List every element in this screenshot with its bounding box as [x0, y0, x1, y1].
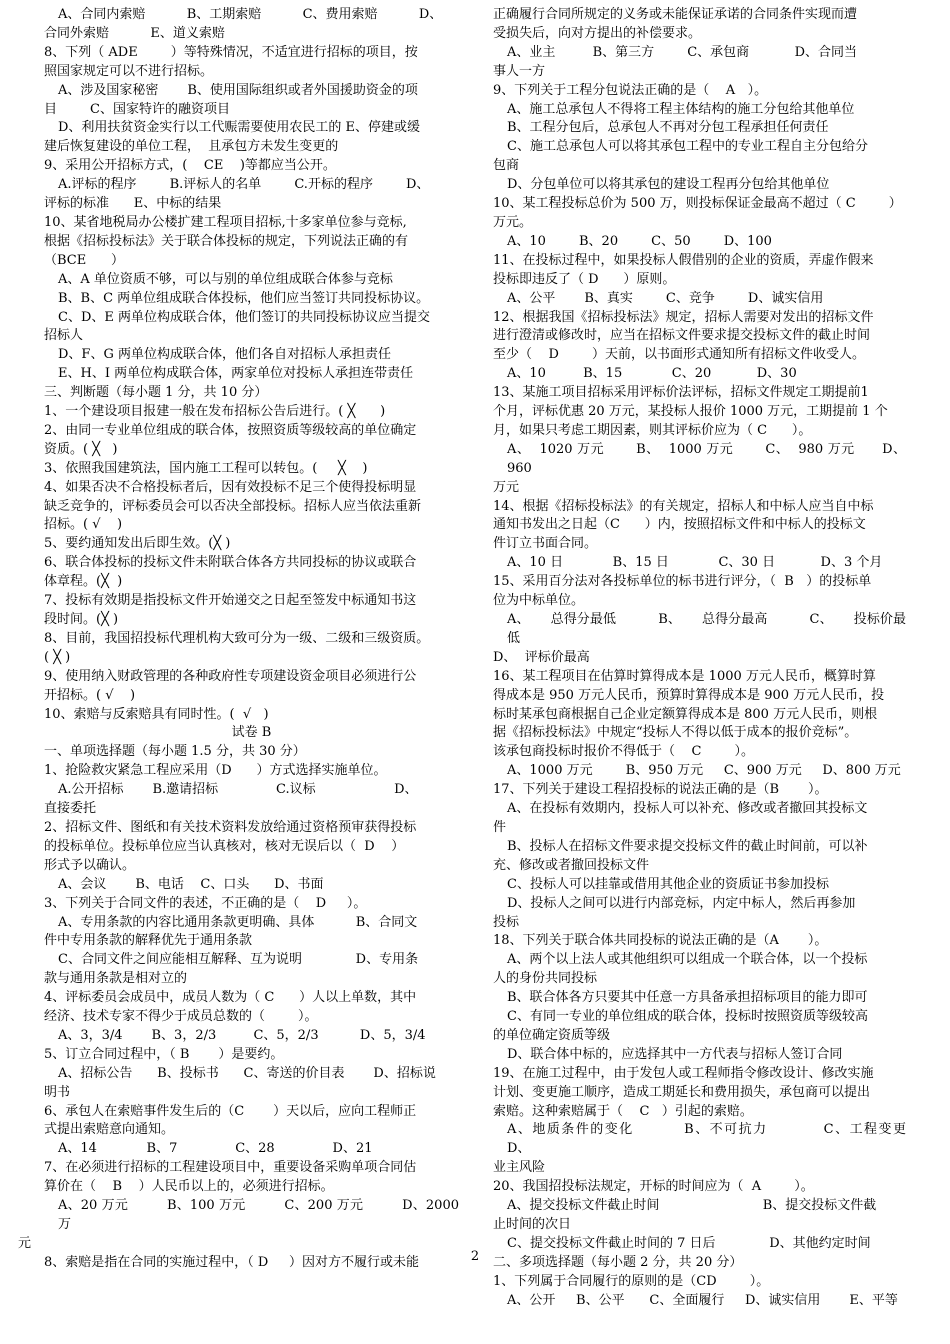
- text-line: 止时间的次日: [493, 1217, 572, 1232]
- text-line: A、20 万元 B、100 万元 C、200 万元 D、2000 万: [58, 1198, 464, 1232]
- text-line: A、公开 B、公平 C、全面履行 D、诚实信用 E、平等: [507, 1292, 898, 1308]
- text-line: 5、要约通知发出后即生效。(╳ ): [44, 536, 231, 552]
- text-line: D、F、G 两单位构成联合体，他们各自对招标人承担责任: [58, 347, 391, 363]
- text-line: A.公开招标 B.邀请招标 C.议标 D、: [58, 782, 418, 798]
- text-line: A、提交投标文件截止时间 B、提交投标文件截: [507, 1198, 877, 1214]
- text-line: 受损失后，向对方提出的补偿要求。: [493, 25, 702, 41]
- text-line: C、D、E 两单位构成联合体，他们签订的共同投标协议应当提交: [58, 309, 430, 325]
- text-line: 三、判断题（每小题 1 分，共 10 分）: [44, 385, 268, 401]
- text-line: 业主风险: [493, 1160, 546, 1176]
- text-line: 6、联合体投标的投标文件未附联合体各方共同投标的协议或联合: [44, 555, 417, 571]
- text-line: A、14 B、7 C、28 D、21: [58, 1141, 373, 1157]
- text-line: A、A 单位资质不够，可以与别的单位组成联合体参与竞标: [58, 271, 393, 287]
- text-line: 6、承包人在索赔事件发生后的（C ）天以后，应向工程师正: [44, 1103, 417, 1119]
- text-line: 件订立书面合同。: [493, 536, 598, 552]
- text-line: 得成本是 950 万元人民币，预算时算得成本是 900 万元人民币，投: [493, 687, 885, 703]
- text-line: A、会议 B、电话 C、口头 D、书面: [58, 876, 324, 892]
- text-line: A、涉及国家秘密 B、使用国际组织或者外国援助资金的项: [58, 82, 418, 98]
- text-line: A、地质条件的变化 B、不可抗力 C、工程变更 D、: [507, 1122, 948, 1157]
- text-line: 9、下列关于工程分包说法正确的是（ A ）。: [493, 82, 768, 98]
- text-line: 9、使用纳入财政管理的各种政府性专项建设资金项目必须进行公: [44, 668, 417, 684]
- text-line: B、投标人在招标文件要求提交投标文件的截止时间前，可以补: [507, 838, 868, 854]
- text-line: 8、索赔是指在合同的实施过程中，（ D ）因对方不履行或未能: [44, 1254, 419, 1270]
- text-line: 充、修改或者撤回投标文件: [493, 857, 650, 873]
- text-line: 计划、变更施工顺序，造成工期延长和费用损失，承包商可以提出: [493, 1084, 871, 1100]
- text-line: A、公平 B、真实 C、竞争 D、诚实信用: [507, 290, 824, 306]
- text-line: 11、在投标过程中，如果投标人假借别的企业的资质，弄虚作假来: [493, 252, 874, 268]
- text-line: D、联合体中标的，应选择其中一方代表与招标人签订合同: [507, 1046, 843, 1062]
- text-line: 缺乏竞争的，评标委员会可以否决全部投标。招标人应当依法重新: [44, 498, 422, 514]
- text-line: 16、某工程项目在估算时算得成本是 1000 万元人民币，概算时算: [493, 668, 876, 684]
- text-line: 12、根据我国《招标投标法》规定，招标人需要对发出的招标文件: [493, 309, 874, 325]
- text-line: 明书: [44, 1084, 71, 1100]
- text-line: D、投标人之间可以进行内部竞标，内定中标人，然后再参加: [507, 895, 856, 911]
- text-line: 通知书发出之日起（C ）内，按照招标文件和中标人的投标文: [493, 517, 866, 533]
- text-line: 20、我国招投标法规定，开标的时间应为（ A ）。: [493, 1179, 814, 1195]
- text-line: A、合同内索赔 B、工期索赔 C、费用索赔 D、: [58, 7, 443, 22]
- text-line: A、 1020 万元 B、 1000 万元 C、 980 万元 D、 960: [507, 441, 915, 476]
- text-line: 形式予以确认。: [44, 857, 136, 873]
- text-line: 4、评标委员会成员中，成员人数为（ C ）人以上单数，其中: [44, 990, 417, 1006]
- text-line: 段时间。(╳ ): [44, 612, 119, 627]
- text-line: （BCE ）: [44, 252, 125, 268]
- text-line: C、投标人可以挂靠或借用其他企业的资质证书参加投标: [507, 876, 829, 892]
- text-line: 15、采用百分法对各投标单位的标书进行评分，（ B ）的投标单: [493, 574, 872, 590]
- text-line: 索赔。这种索赔属于（ C ）引起的索赔。: [493, 1103, 753, 1119]
- text-line: A、施工总承包人不得将工程主体结构的施工分包给其他单位: [507, 101, 855, 117]
- text-line: 17、下列关于建设工程招投标的说法正确的是（B ）。: [493, 782, 828, 798]
- text-line: 经济、技术专家不得少于成员总数的（ ）。: [44, 1009, 318, 1025]
- text-line: C、合同文件之间应能相互解释、互为说明 D、专用条: [58, 952, 419, 968]
- text-line: 正确履行合同所规定的义务或未能保证承诺的合同条件实现而遭: [493, 7, 858, 22]
- text-line: A、招标公告 B、投标书 C、寄送的价目表 D、招标说: [58, 1065, 436, 1081]
- text-line: 照国家规定可以不进行招标。: [44, 63, 214, 79]
- text-line: A、业主 B、第三方 C、承包商 D、合同当: [507, 44, 858, 60]
- text-line: 14、根据《招标投标法》的有关规定，招标人和中标人应当自中标: [493, 498, 874, 514]
- text-line: A、10 B、15 C、20 D、30: [507, 366, 797, 382]
- text-line: A、在投标有效期内，投标人可以补充、修改或者撤回其投标文: [507, 801, 868, 817]
- text-line: E、H、I 两单位构成联合体，两家单位对投标人承担连带责任: [58, 366, 414, 382]
- right-column: [493, 6, 948, 1311]
- text-line: 万元。: [493, 214, 533, 230]
- text-line: 至少（ D ）天前，以书面形式通知所有招标文件收受人。: [493, 347, 866, 363]
- text-line: A、3，3/4 B、3，2/3 C、5，2/3 D、5，3/4: [58, 1027, 426, 1043]
- text-line: B、联合体各方只要其中任意一方具备承担招标项目的能力即可: [507, 990, 868, 1006]
- text-line: 3、下列关于合同文件的表述，不正确的是（ D ）。: [44, 895, 367, 911]
- text-line: 元: [18, 1235, 32, 1251]
- text-line: 算价在（ B ）人民币以上的，必须进行招标。: [44, 1179, 334, 1195]
- text-line: 建后恢复建设的单位工程， 且承包方未发生变更的: [44, 139, 339, 155]
- text-line: 件中专用条款的解释优先于通用条款: [44, 933, 253, 949]
- text-line: 据《招标投标法》中规定“投标人不得以低于成本的报价竞标”。: [493, 725, 858, 741]
- text-line: 包商: [493, 158, 520, 174]
- text-line: D、分包单位可以将其承包的建设工程再分包给其他单位: [507, 177, 830, 193]
- text-line: 万元: [493, 479, 520, 495]
- text-line: C、提交投标文件截止时间的 7 日后 D、其他约定时间: [507, 1235, 871, 1251]
- text-line: D、利用扶贫资金实行以工代赈需要使用农民工的 E、停建或缓: [58, 120, 421, 136]
- text-line: A、1000 万元 B、950 万元 C、900 万元 D、800 万元: [507, 763, 901, 779]
- text-line: 10、某工程投标总价为 500 万，则投标保证金最高不超过（ C ）: [493, 196, 902, 212]
- text-line: 二、多项选择题（每小题 2 分，共 20 分）: [493, 1254, 743, 1270]
- text-line: 9、采用公开招标方式，( CE )等都应当公开。: [44, 158, 336, 174]
- text-line: 2、招标文件、图纸和有关技术资料发放给通过资格预审获得投标: [44, 819, 417, 835]
- text-line: 进行澄清或修改时，应当在招标文件要求提交投标文件的截止时间: [493, 328, 871, 344]
- text-line: 款与通用条款是相对立的: [44, 971, 188, 987]
- text-line: 招标人: [44, 328, 84, 344]
- text-line: 资质。( ╳ ): [44, 441, 118, 457]
- text-line: C、施工总承包人可以将其承包工程中的专业工程自主分包给分: [507, 139, 868, 155]
- text-line: 试卷 B: [231, 725, 272, 741]
- text-line: 投标: [493, 914, 520, 930]
- text-line: 10、索赔与反索赔具有同时性。( √ ): [44, 706, 269, 722]
- text-line: 直接委托: [44, 801, 97, 817]
- text-line: A、 总得分最低 B、 总得分最高 C、 投标价最低: [507, 612, 906, 646]
- text-line: 式提出索赔意向通知。: [44, 1122, 175, 1138]
- text-line: 目 C、国家特许的融资项目: [44, 101, 231, 117]
- text-line: 19、在施工过程中，由于发包人或工程师指令修改设计、修改实施: [493, 1065, 874, 1081]
- text-line: 个月，评标优惠 20 万元，某投标人报价 1000 万元，工期提前 1 个: [493, 404, 888, 420]
- text-line: 2、由同一专业单位组成的联合体，按照资质等级较高的单位确定: [44, 422, 417, 438]
- text-line: ( ╳ ): [44, 649, 71, 665]
- text-line: C、有同一专业的单位组成的联合体，投标时按照资质等级较高: [507, 1009, 868, 1025]
- text-line: 合同外索赔 E、道义索赔: [44, 25, 225, 41]
- text-line: A、10 日 B、15 日 C、30 日 D、3 个月: [507, 555, 883, 571]
- text-line: 一、单项选择题（每小题 1.5 分，共 30 分）: [44, 744, 306, 760]
- text-line: 事人一方: [493, 63, 546, 79]
- text-line: 位为中标单位。: [493, 593, 585, 609]
- text-line: 根据《招标投标法》关于联合体投标的规定，下列说法正确的有: [44, 233, 409, 249]
- text-line: 3、依照我国建筑法，国内施工工程可以转包。( ╳ ): [44, 460, 368, 476]
- text-line: B、B、C 两单位组成联合体投标，他们应当签订共同投标协议。: [58, 290, 430, 306]
- text-line: A、10 B、20 C、50 D、100: [507, 233, 772, 249]
- text-line: 1、下列属于合同履行的原则的是（CD ）。: [493, 1273, 770, 1289]
- text-line: 18、下列关于联合体共同投标的说法正确的是（A ）。: [493, 933, 828, 949]
- text-line: 1、一个建设项目报建一般在发布招标公告后进行。( ╳ ): [44, 404, 386, 420]
- text-line: D、 评标价最高: [493, 649, 590, 665]
- text-line: A、专用条款的内容比通用条款更明确、具体 B、合同文: [58, 914, 418, 930]
- text-line: 该承包商投标时报价不得低于（ C ）。: [493, 744, 755, 760]
- text-line: 7、投标有效期是指投标文件开始递交之日起至签发中标通知书这: [44, 593, 417, 609]
- text-line: 人的身份共同投标: [493, 971, 598, 987]
- text-line: 投标即违反了（ D ）原则。: [493, 271, 676, 287]
- text-line: 体章程。(╳ ): [44, 574, 123, 590]
- text-line: 13、某施工项目招标采用评标价法评标，招标文件规定工期提前1: [493, 385, 869, 401]
- text-line: 月，如果只考虑工期因素，则其评标价应为（ C ）。: [493, 422, 812, 438]
- text-line: A、两个以上法人或其他组织可以组成一个联合体，以一个投标: [507, 952, 868, 968]
- text-line: 1、抢险救灾紧急工程应采用（D ）方式选择实施单位。: [44, 763, 387, 779]
- text-line: A.评标的程序 B.评标人的名单 C.开标的程序 D、: [58, 177, 430, 193]
- page-number: 2: [470, 1249, 480, 1264]
- text-line: 标时某承包商根据自己企业定额算得成本是 800 万元人民币，则根: [493, 706, 878, 722]
- text-line: 5、订立合同过程中，（ B ）是要约。: [44, 1046, 284, 1062]
- text-line: 8、下列（ ADE ）等特殊情况，不适宜进行招标的项目，按: [44, 44, 418, 60]
- text-line: B、工程分包后，总承包人不再对分包工程承担任何责任: [507, 120, 829, 136]
- text-line: 4、如果否决不合格投标者后，因有效投标不足三个使得投标明显: [44, 479, 417, 495]
- text-line: 的投标单位。投标单位应当认真核对，核对无误后以（ D ）: [44, 838, 405, 854]
- text-line: 评标的标准 E、中标的结果: [44, 196, 222, 212]
- text-line: 招标。( √ ): [44, 517, 123, 533]
- text-line: 开招标。( √ ): [44, 687, 136, 703]
- text-line: 的单位确定资质等级: [493, 1027, 611, 1043]
- text-line: 8、目前，我国招投标代理机构大致可分为一级、二级和三级资质。: [44, 630, 430, 646]
- left-column: [18, 6, 464, 1273]
- text-line: 7、在必须进行招标的工程建设项目中，重要设备采购单项合同估: [44, 1160, 417, 1176]
- text-line: 10、某省地税局办公楼扩建工程项目招标,十多家单位参与竞标,: [44, 214, 407, 230]
- text-line: 件: [493, 819, 507, 835]
